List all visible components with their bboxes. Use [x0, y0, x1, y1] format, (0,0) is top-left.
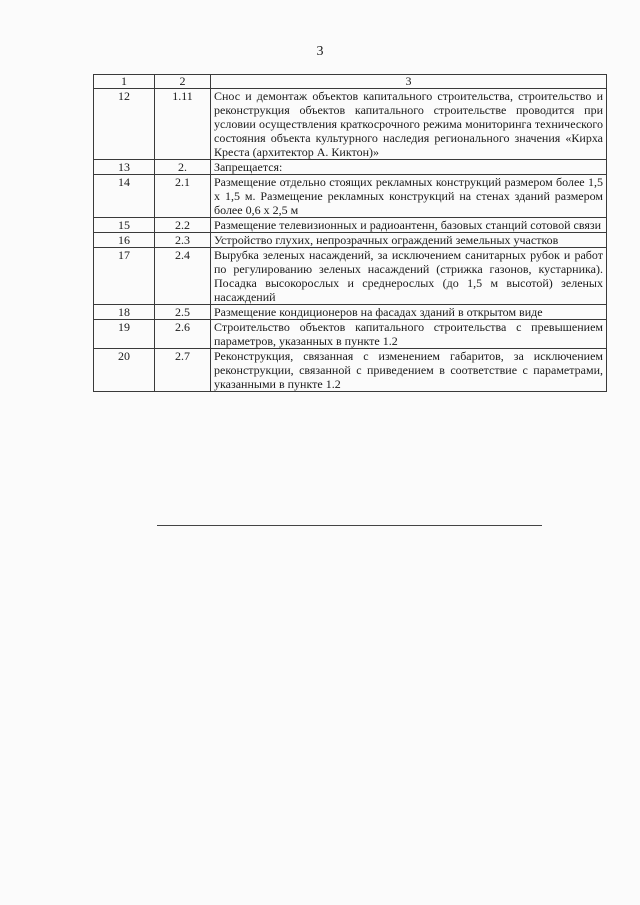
table-row	[94, 175, 607, 218]
row-number: 20	[94, 349, 155, 392]
item-code: 2.	[155, 160, 211, 175]
item-text: Строительство объектов капитального строительства с превышением параметров, указанных в пункте 1.2	[211, 320, 607, 349]
item-code: 2.2	[155, 218, 211, 233]
item-text: Реконструкция, связанная с изменением габаритов, за исключением реконструкции, связанной с приведением в соответствие с параметрами, указанными в пункте 1.2	[211, 349, 607, 392]
regulations-table	[93, 74, 607, 392]
header-col-1: 1	[94, 75, 155, 89]
row-number: 16	[94, 233, 155, 248]
table-row	[94, 320, 607, 349]
item-code: 2.6	[155, 320, 211, 349]
item-text: Запрещается:	[211, 160, 607, 175]
header-col-3: 3	[211, 75, 607, 89]
page-number: 3	[316, 44, 324, 59]
item-text: Размещение телевизионных и радиоантенн, базовых станций сотовой связи	[211, 218, 607, 233]
table-row	[94, 248, 607, 305]
row-number: 14	[94, 175, 155, 218]
row-number: 17	[94, 248, 155, 305]
separator-line	[157, 525, 542, 526]
table-row	[94, 160, 607, 175]
item-code: 2.7	[155, 349, 211, 392]
row-number: 19	[94, 320, 155, 349]
item-text: Размещение отдельно стоящих рекламных конструкций размером более 1,5 х 1,5 м. Размещение рекламных конструкций на стенах зданий размером более 0,6 х 2,5 м	[211, 175, 607, 218]
table-header-row	[94, 75, 607, 89]
table-row	[94, 349, 607, 392]
header-col-2: 2	[155, 75, 211, 89]
row-number: 13	[94, 160, 155, 175]
item-text: Вырубка зеленых насаждений, за исключением санитарных рубок и работ по регулированию зеленых насаждений (стрижка газонов, кустарника). Посадка высокорослых и среднерослых (до 1,5 м высотой) зеленых насаждений	[211, 248, 607, 305]
item-code: 2.3	[155, 233, 211, 248]
row-number: 18	[94, 305, 155, 320]
item-text: Размещение кондиционеров на фасадах зданий в открытом виде	[211, 305, 607, 320]
item-code: 2.1	[155, 175, 211, 218]
table-row	[94, 218, 607, 233]
item-code: 1.11	[155, 89, 211, 160]
row-number: 15	[94, 218, 155, 233]
table-row	[94, 233, 607, 248]
row-number: 12	[94, 89, 155, 160]
item-code: 2.5	[155, 305, 211, 320]
table-row	[94, 89, 607, 160]
item-text: Снос и демонтаж объектов капитального строительства, строительство и реконструкция объектов капитального строительстве проводится при условии осуществления краткосрочного режима мониторинга технического состояния объекта культурного наследия регионального значения «Кирха Креста (архитектор А. Киктон)»	[211, 89, 607, 160]
item-text: Устройство глухих, непрозрачных ограждений земельных участков	[211, 233, 607, 248]
table-row	[94, 305, 607, 320]
item-code: 2.4	[155, 248, 211, 305]
